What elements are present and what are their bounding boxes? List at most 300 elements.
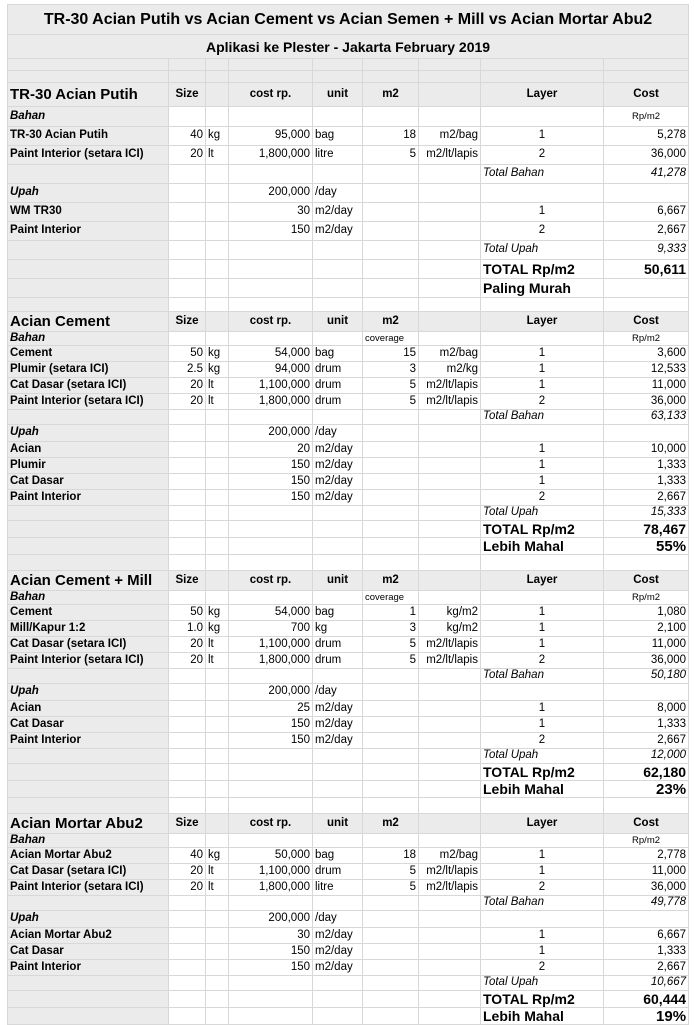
empty-cell[interactable] (8, 896, 169, 911)
labor-cost-m2[interactable]: 2,667 (604, 733, 689, 749)
empty-cell[interactable] (169, 425, 206, 442)
empty-cell[interactable] (229, 241, 313, 260)
empty-cell[interactable] (363, 425, 419, 442)
empty-cell[interactable] (8, 506, 169, 521)
empty-cell[interactable] (419, 733, 481, 749)
material-unit[interactable]: drum (313, 394, 363, 410)
empty-cell[interactable] (313, 538, 363, 555)
empty-cell[interactable] (419, 717, 481, 733)
labor-layer[interactable]: 1 (481, 701, 604, 717)
material-coverage-unit[interactable]: m2/lt/lapis (419, 378, 481, 394)
material-cost-m2[interactable]: 11,000 (604, 378, 689, 394)
empty-cell[interactable] (206, 571, 229, 591)
empty-cell[interactable] (206, 669, 229, 684)
col-header-m2[interactable]: m2 (363, 312, 419, 332)
material-layer[interactable]: 2 (481, 653, 604, 669)
labor-cost-m2[interactable]: 2,667 (604, 222, 689, 241)
empty-cell[interactable] (206, 960, 229, 976)
empty-cell[interactable] (169, 279, 206, 298)
empty-cell[interactable] (169, 733, 206, 749)
material-name[interactable]: Plumir (setara ICI) (8, 362, 169, 378)
empty-cell[interactable] (169, 991, 206, 1008)
empty-cell[interactable] (363, 749, 419, 764)
empty-cell[interactable] (229, 260, 313, 279)
empty-cell[interactable] (363, 896, 419, 911)
material-unit[interactable]: drum (313, 637, 363, 653)
empty-cell[interactable] (604, 798, 689, 814)
empty-cell[interactable] (8, 165, 169, 184)
material-name[interactable]: Paint Interior (setara ICI) (8, 394, 169, 410)
empty-cell[interactable] (481, 71, 604, 83)
empty-cell[interactable] (363, 781, 419, 798)
labor-layer[interactable]: 2 (481, 733, 604, 749)
material-layer[interactable]: 1 (481, 864, 604, 880)
material-coverage[interactable]: 1 (363, 605, 419, 621)
empty-cell[interactable] (419, 571, 481, 591)
labor-name[interactable]: Paint Interior (8, 490, 169, 506)
empty-cell[interactable] (8, 991, 169, 1008)
empty-cell[interactable] (363, 107, 419, 127)
upah-label[interactable]: Upah (8, 911, 169, 928)
material-name[interactable]: Paint Interior (setara ICI) (8, 880, 169, 896)
material-cost-m2[interactable]: 11,000 (604, 637, 689, 653)
empty-cell[interactable] (363, 298, 419, 312)
empty-cell[interactable] (8, 298, 169, 312)
empty-cell[interactable] (229, 165, 313, 184)
empty-cell[interactable] (313, 798, 363, 814)
upah-rate-unit[interactable]: /day (313, 684, 363, 701)
material-name[interactable]: TR-30 Acian Putih (8, 127, 169, 146)
verdict-value[interactable] (604, 279, 689, 298)
labor-layer[interactable]: 1 (481, 458, 604, 474)
material-layer[interactable]: 2 (481, 880, 604, 896)
empty-cell[interactable] (419, 165, 481, 184)
material-coverage[interactable]: 5 (363, 637, 419, 653)
labor-name[interactable]: Plumir (8, 458, 169, 474)
empty-cell[interactable] (419, 474, 481, 490)
material-size-unit[interactable]: kg (206, 605, 229, 621)
empty-cell[interactable] (313, 71, 363, 83)
col-header-cost[interactable]: cost rp. (229, 571, 313, 591)
labor-rate[interactable]: 20 (229, 442, 313, 458)
upah-label[interactable]: Upah (8, 184, 169, 203)
empty-cell[interactable] (8, 59, 169, 71)
labor-name[interactable]: Cat Dasar (8, 944, 169, 960)
empty-cell[interactable] (419, 312, 481, 332)
material-cost-m2[interactable]: 36,000 (604, 653, 689, 669)
material-cost-m2[interactable]: 36,000 (604, 880, 689, 896)
labor-cost-m2[interactable]: 1,333 (604, 717, 689, 733)
empty-cell[interactable] (206, 834, 229, 848)
material-size[interactable]: 40 (169, 848, 206, 864)
material-size[interactable]: 40 (169, 127, 206, 146)
empty-cell[interactable] (206, 298, 229, 312)
empty-cell[interactable] (419, 83, 481, 107)
material-coverage[interactable]: 3 (363, 362, 419, 378)
labor-name[interactable]: WM TR30 (8, 203, 169, 222)
empty-cell[interactable] (419, 911, 481, 928)
empty-cell[interactable] (419, 410, 481, 425)
empty-cell[interactable] (206, 222, 229, 241)
upah-rate[interactable]: 200,000 (229, 425, 313, 442)
material-unit[interactable]: bag (313, 346, 363, 362)
material-cost[interactable]: 1,100,000 (229, 864, 313, 880)
empty-cell[interactable] (169, 506, 206, 521)
empty-cell[interactable] (313, 260, 363, 279)
empty-cell[interactable] (169, 717, 206, 733)
material-coverage[interactable]: 18 (363, 127, 419, 146)
empty-cell[interactable] (419, 279, 481, 298)
total-bahan-value[interactable]: 41,278 (604, 165, 689, 184)
empty-cell[interactable] (229, 555, 313, 571)
material-unit[interactable]: bag (313, 848, 363, 864)
empty-cell[interactable] (313, 896, 363, 911)
material-unit[interactable]: bag (313, 127, 363, 146)
empty-cell[interactable] (206, 59, 229, 71)
material-cost-m2[interactable]: 5,278 (604, 127, 689, 146)
material-coverage-unit[interactable]: m2/lt/lapis (419, 637, 481, 653)
col-header-unit[interactable]: unit (313, 312, 363, 332)
empty-cell[interactable] (481, 298, 604, 312)
empty-cell[interactable] (8, 241, 169, 260)
col-header-size[interactable]: Size (169, 83, 206, 107)
labor-rate[interactable]: 30 (229, 928, 313, 944)
material-size-unit[interactable]: lt (206, 378, 229, 394)
upah-rate[interactable]: 200,000 (229, 684, 313, 701)
col-header-m2[interactable]: m2 (363, 83, 419, 107)
empty-cell[interactable] (229, 59, 313, 71)
material-unit[interactable]: drum (313, 378, 363, 394)
verdict-label[interactable]: Paling Murah (481, 279, 604, 298)
empty-cell[interactable] (206, 591, 229, 605)
material-coverage[interactable]: 5 (363, 378, 419, 394)
empty-cell[interactable] (169, 241, 206, 260)
empty-cell[interactable] (363, 669, 419, 684)
labor-unit[interactable]: m2/day (313, 944, 363, 960)
material-coverage[interactable]: 5 (363, 146, 419, 165)
labor-rate[interactable]: 150 (229, 458, 313, 474)
empty-cell[interactable] (169, 474, 206, 490)
empty-cell[interactable] (419, 749, 481, 764)
empty-cell[interactable] (419, 458, 481, 474)
empty-cell[interactable] (229, 538, 313, 555)
upah-label[interactable]: Upah (8, 425, 169, 442)
empty-cell[interactable] (206, 928, 229, 944)
empty-cell[interactable] (206, 911, 229, 928)
material-size[interactable]: 50 (169, 346, 206, 362)
empty-cell[interactable] (313, 521, 363, 538)
material-coverage[interactable]: 5 (363, 394, 419, 410)
empty-cell[interactable] (363, 521, 419, 538)
empty-cell[interactable] (363, 506, 419, 521)
col-header-m2[interactable]: m2 (363, 571, 419, 591)
empty-cell[interactable] (313, 165, 363, 184)
labor-layer[interactable]: 1 (481, 474, 604, 490)
empty-cell[interactable] (481, 591, 604, 605)
labor-rate[interactable]: 150 (229, 222, 313, 241)
empty-cell[interactable] (206, 71, 229, 83)
labor-rate[interactable]: 25 (229, 701, 313, 717)
material-cost-m2[interactable]: 12,533 (604, 362, 689, 378)
empty-cell[interactable] (169, 555, 206, 571)
material-cost-m2[interactable]: 36,000 (604, 146, 689, 165)
labor-unit[interactable]: m2/day (313, 701, 363, 717)
empty-cell[interactable] (419, 490, 481, 506)
material-layer[interactable]: 1 (481, 605, 604, 621)
total-bahan-label[interactable]: Total Bahan (481, 410, 604, 425)
empty-cell[interactable] (206, 976, 229, 991)
grand-total-value[interactable]: 78,467 (604, 521, 689, 538)
empty-cell[interactable] (419, 203, 481, 222)
grand-total-label[interactable]: TOTAL Rp/m2 (481, 260, 604, 279)
material-layer[interactable]: 1 (481, 637, 604, 653)
empty-cell[interactable] (363, 960, 419, 976)
labor-layer[interactable]: 1 (481, 442, 604, 458)
empty-cell[interactable] (229, 749, 313, 764)
material-name[interactable]: Mill/Kapur 1:2 (8, 621, 169, 637)
labor-name[interactable]: Cat Dasar (8, 717, 169, 733)
empty-cell[interactable] (169, 538, 206, 555)
empty-cell[interactable] (363, 555, 419, 571)
labor-rate[interactable]: 150 (229, 490, 313, 506)
empty-cell[interactable] (229, 896, 313, 911)
material-name[interactable]: Cement (8, 346, 169, 362)
empty-cell[interactable] (363, 684, 419, 701)
empty-cell[interactable] (169, 944, 206, 960)
empty-cell[interactable] (229, 591, 313, 605)
empty-cell[interactable] (169, 458, 206, 474)
labor-name[interactable]: Acian Mortar Abu2 (8, 928, 169, 944)
labor-layer[interactable]: 1 (481, 717, 604, 733)
labor-layer[interactable]: 2 (481, 960, 604, 976)
total-upah-value[interactable]: 9,333 (604, 241, 689, 260)
material-coverage-unit[interactable]: m2/lt/lapis (419, 146, 481, 165)
empty-cell[interactable] (206, 555, 229, 571)
section-title[interactable]: Acian Cement + Mill (8, 571, 169, 591)
col-header-size[interactable]: Size (169, 571, 206, 591)
empty-cell[interactable] (169, 764, 206, 781)
empty-cell[interactable] (229, 781, 313, 798)
material-unit[interactable]: kg (313, 621, 363, 637)
material-layer[interactable]: 2 (481, 146, 604, 165)
empty-cell[interactable] (313, 976, 363, 991)
material-name[interactable]: Cat Dasar (setara ICI) (8, 637, 169, 653)
empty-cell[interactable] (481, 425, 604, 442)
col-header-cost-m2[interactable]: Cost (604, 571, 689, 591)
empty-cell[interactable] (8, 71, 169, 83)
empty-cell[interactable] (481, 59, 604, 71)
material-cost-m2[interactable]: 2,100 (604, 621, 689, 637)
material-size-unit[interactable]: lt (206, 864, 229, 880)
labor-cost-m2[interactable]: 1,333 (604, 944, 689, 960)
empty-cell[interactable] (419, 701, 481, 717)
empty-cell[interactable] (363, 203, 419, 222)
empty-cell[interactable] (604, 184, 689, 203)
empty-cell[interactable] (169, 591, 206, 605)
empty-cell[interactable] (313, 764, 363, 781)
material-cost-m2[interactable]: 11,000 (604, 864, 689, 880)
empty-cell[interactable] (481, 184, 604, 203)
empty-cell[interactable] (8, 749, 169, 764)
col-header-size[interactable]: Size (169, 814, 206, 834)
verdict-value[interactable]: 55% (604, 538, 689, 555)
material-coverage-unit[interactable]: m2/lt/lapis (419, 864, 481, 880)
empty-cell[interactable] (169, 669, 206, 684)
col-header-cost-m2[interactable]: Cost (604, 814, 689, 834)
material-coverage[interactable]: 5 (363, 880, 419, 896)
empty-cell[interactable] (363, 410, 419, 425)
material-size[interactable]: 20 (169, 864, 206, 880)
material-layer[interactable]: 2 (481, 394, 604, 410)
material-unit[interactable]: drum (313, 653, 363, 669)
empty-cell[interactable] (206, 814, 229, 834)
labor-unit[interactable]: m2/day (313, 442, 363, 458)
empty-cell[interactable] (419, 944, 481, 960)
material-name[interactable]: Cat Dasar (setara ICI) (8, 378, 169, 394)
col-header-layer[interactable]: Layer (481, 312, 604, 332)
material-size-unit[interactable]: lt (206, 653, 229, 669)
labor-unit[interactable]: m2/day (313, 474, 363, 490)
empty-cell[interactable] (206, 241, 229, 260)
empty-cell[interactable] (206, 717, 229, 733)
empty-cell[interactable] (481, 684, 604, 701)
empty-cell[interactable] (206, 332, 229, 346)
empty-cell[interactable] (206, 764, 229, 781)
empty-cell[interactable] (206, 781, 229, 798)
material-size-unit[interactable]: lt (206, 394, 229, 410)
col-header-size[interactable]: Size (169, 312, 206, 332)
verdict-label[interactable]: Lebih Mahal (481, 538, 604, 555)
empty-cell[interactable] (206, 260, 229, 279)
empty-cell[interactable] (206, 425, 229, 442)
empty-cell[interactable] (363, 834, 419, 848)
labor-unit[interactable]: m2/day (313, 733, 363, 749)
empty-cell[interactable] (169, 798, 206, 814)
empty-cell[interactable] (604, 425, 689, 442)
labor-unit[interactable]: m2/day (313, 717, 363, 733)
material-unit[interactable]: litre (313, 146, 363, 165)
material-size-unit[interactable]: lt (206, 880, 229, 896)
labor-cost-m2[interactable]: 10,000 (604, 442, 689, 458)
empty-cell[interactable] (229, 991, 313, 1008)
empty-cell[interactable] (419, 71, 481, 83)
rp-m2-label[interactable]: Rp/m2 (604, 591, 689, 605)
material-cost[interactable]: 700 (229, 621, 313, 637)
empty-cell[interactable] (169, 749, 206, 764)
material-cost[interactable]: 1,100,000 (229, 637, 313, 653)
empty-cell[interactable] (229, 798, 313, 814)
empty-cell[interactable] (206, 538, 229, 555)
material-size[interactable]: 2.5 (169, 362, 206, 378)
material-coverage-unit[interactable]: m2/kg (419, 362, 481, 378)
total-upah-value[interactable]: 15,333 (604, 506, 689, 521)
empty-cell[interactable] (206, 165, 229, 184)
sheet-subtitle[interactable]: Aplikasi ke Plester - Jakarta February 2019 (8, 35, 689, 59)
material-layer[interactable]: 1 (481, 362, 604, 378)
material-coverage-unit[interactable]: kg/m2 (419, 621, 481, 637)
empty-cell[interactable] (169, 260, 206, 279)
material-cost[interactable]: 95,000 (229, 127, 313, 146)
empty-cell[interactable] (313, 591, 363, 605)
empty-cell[interactable] (169, 107, 206, 127)
verdict-value[interactable]: 19% (604, 1008, 689, 1025)
grand-total-label[interactable]: TOTAL Rp/m2 (481, 991, 604, 1008)
empty-cell[interactable] (363, 442, 419, 458)
total-bahan-value[interactable]: 50,180 (604, 669, 689, 684)
section-title[interactable]: Acian Cement (8, 312, 169, 332)
total-bahan-value[interactable]: 63,133 (604, 410, 689, 425)
empty-cell[interactable] (363, 764, 419, 781)
material-coverage[interactable]: 18 (363, 848, 419, 864)
empty-cell[interactable] (419, 222, 481, 241)
verdict-label[interactable]: Lebih Mahal (481, 781, 604, 798)
empty-cell[interactable] (363, 184, 419, 203)
labor-rate[interactable]: 150 (229, 733, 313, 749)
empty-cell[interactable] (8, 976, 169, 991)
coverage-label[interactable]: coverage (363, 591, 419, 605)
material-name[interactable]: Paint Interior (setara ICI) (8, 653, 169, 669)
empty-cell[interactable] (363, 976, 419, 991)
empty-cell[interactable] (206, 521, 229, 538)
labor-unit[interactable]: m2/day (313, 458, 363, 474)
material-coverage[interactable]: 15 (363, 346, 419, 362)
verdict-value[interactable]: 23% (604, 781, 689, 798)
labor-rate[interactable]: 150 (229, 960, 313, 976)
empty-cell[interactable] (8, 279, 169, 298)
empty-cell[interactable] (206, 701, 229, 717)
material-size[interactable]: 20 (169, 146, 206, 165)
material-name[interactable]: Cat Dasar (setara ICI) (8, 864, 169, 880)
section-title[interactable]: Acian Mortar Abu2 (8, 814, 169, 834)
empty-cell[interactable] (206, 203, 229, 222)
empty-cell[interactable] (363, 911, 419, 928)
empty-cell[interactable] (229, 410, 313, 425)
empty-cell[interactable] (419, 107, 481, 127)
empty-cell[interactable] (313, 555, 363, 571)
empty-cell[interactable] (363, 490, 419, 506)
material-coverage-unit[interactable]: m2/bag (419, 848, 481, 864)
empty-cell[interactable] (169, 976, 206, 991)
upah-label[interactable]: Upah (8, 684, 169, 701)
verdict-label[interactable]: Lebih Mahal (481, 1008, 604, 1025)
material-layer[interactable]: 1 (481, 621, 604, 637)
empty-cell[interactable] (169, 71, 206, 83)
material-unit[interactable]: bag (313, 605, 363, 621)
empty-cell[interactable] (419, 241, 481, 260)
labor-layer[interactable]: 2 (481, 490, 604, 506)
empty-cell[interactable] (419, 506, 481, 521)
empty-cell[interactable] (419, 298, 481, 312)
material-cost[interactable]: 1,100,000 (229, 378, 313, 394)
empty-cell[interactable] (8, 781, 169, 798)
empty-cell[interactable] (206, 312, 229, 332)
upah-rate-unit[interactable]: /day (313, 911, 363, 928)
empty-cell[interactable] (206, 184, 229, 203)
grand-total-label[interactable]: TOTAL Rp/m2 (481, 521, 604, 538)
col-header-layer[interactable]: Layer (481, 83, 604, 107)
empty-cell[interactable] (169, 896, 206, 911)
material-coverage-unit[interactable]: m2/lt/lapis (419, 394, 481, 410)
total-bahan-label[interactable]: Total Bahan (481, 165, 604, 184)
total-bahan-label[interactable]: Total Bahan (481, 896, 604, 911)
empty-cell[interactable] (363, 991, 419, 1008)
total-upah-label[interactable]: Total Upah (481, 241, 604, 260)
empty-cell[interactable] (604, 59, 689, 71)
labor-rate[interactable]: 150 (229, 717, 313, 733)
empty-cell[interactable] (419, 591, 481, 605)
empty-cell[interactable] (8, 555, 169, 571)
col-header-cost[interactable]: cost rp. (229, 312, 313, 332)
